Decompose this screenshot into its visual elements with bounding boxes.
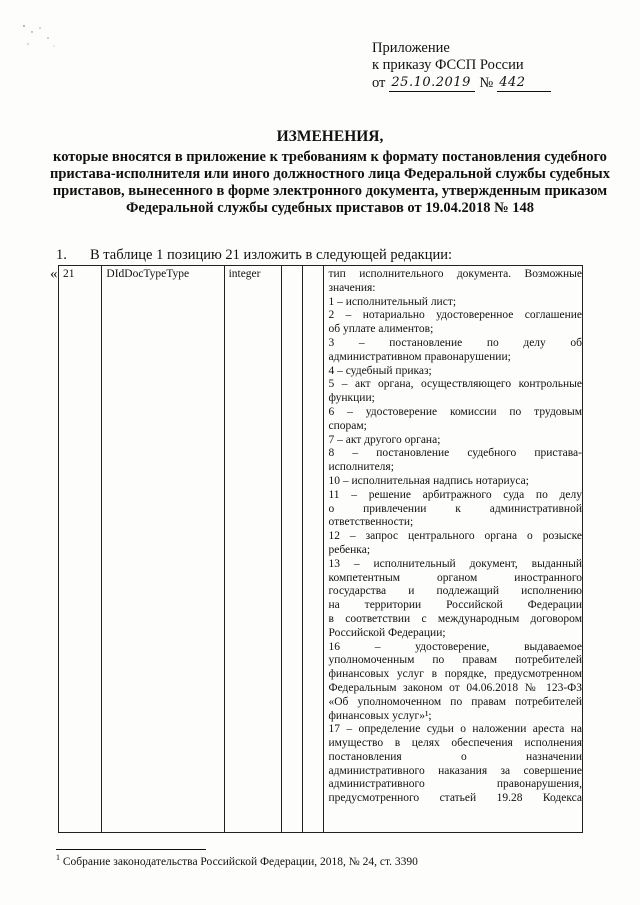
description-line: 7 – акт другого органа; — [328, 433, 441, 446]
description-line: спорам; — [328, 419, 367, 432]
description-line: 6 – удостоверение комиссии по трудовым — [328, 405, 582, 418]
description-line: 8 – постановление судебного пристава- — [328, 447, 582, 460]
description-line: в соответствии с международным договором — [328, 612, 582, 625]
footnote-divider — [56, 849, 206, 850]
description-line: ответственности; — [328, 516, 414, 529]
description-line: 11 – решение арбитражного суда по делу — [328, 488, 582, 501]
description-line: финансовых услуг в порядке, предусмотренном — [328, 668, 582, 681]
description-line: компетентным органом иностранного — [328, 571, 582, 584]
description-line: имущество в целях обеспечения исполнения — [328, 737, 582, 750]
description-line: Федеральным законом от 04.06.2018 № 123-ФЗ — [328, 681, 582, 694]
handwritten-date: 25.10.2019 — [389, 74, 475, 92]
order-date-number — [372, 74, 555, 92]
cell-element-name: DIdDocTypeType — [102, 266, 224, 833]
opening-quote: « — [50, 266, 58, 282]
description-line: 1 – исполнительный лист; — [328, 295, 457, 308]
description-line: уполномоченным по правам потребителей — [328, 654, 582, 667]
order-reference: к приказу ФССП России — [372, 57, 524, 73]
cell-position: 21 — [59, 266, 102, 833]
amendment-item — [56, 247, 452, 264]
item-text: В таблице 1 позицию 21 изложить в следующей редакции: — [90, 247, 453, 263]
number-label: № — [479, 75, 494, 91]
description-line: исполнителя; — [328, 461, 394, 474]
description-line: 3 – постановление по делу об — [328, 336, 582, 349]
table-row — [59, 266, 583, 833]
document-title — [40, 128, 620, 217]
appendix-label: Приложение — [372, 40, 450, 56]
description-line: 16 – удостоверение, выдаваемое — [328, 640, 582, 653]
amendment-table — [58, 265, 583, 833]
scan-speckle-marks — [18, 16, 78, 56]
cell-data-type: integer — [224, 266, 282, 833]
item-number: 1. — [56, 247, 67, 263]
description-line: административного правонарушения, — [328, 778, 582, 791]
description-line: на территории Российской Федерации — [328, 599, 582, 612]
title-heading: ИЗМЕНЕНИЯ, — [276, 128, 384, 145]
description-line: постановления о назначении — [328, 750, 582, 763]
description-line: об уплате алиментов; — [328, 323, 434, 336]
description-line: 2 – нотариально удостоверенное соглашение — [328, 309, 582, 322]
description-line: 12 – запрос центрального органа о розыске — [328, 530, 582, 543]
cell-empty-1 — [282, 266, 303, 833]
footnote-text: Собрание законодательства Российской Федерации, 2018, № 24, ст. 3390 — [62, 855, 418, 868]
description-line: предусмотренного статьей 19.28 Кодекса — [328, 792, 582, 805]
description-line: 17 – определение судьи о наложении ареста на — [328, 723, 582, 736]
description-line: финансовых услуг»¹; — [328, 709, 432, 722]
from-label: от — [372, 75, 386, 91]
description-line: о привлечении к административной — [328, 502, 582, 515]
cell-description — [324, 266, 583, 833]
description-line: тип исполнительного документа. Возможные — [328, 268, 582, 280]
description-lines — [328, 268, 582, 806]
description-line: 5 – акт органа, осуществляющего контрольные — [328, 378, 582, 391]
description-line: административном правонарушении; — [328, 350, 511, 363]
description-line: 4 – судебный приказ; — [328, 364, 432, 377]
description-line: государства и подлежащий исполнению — [328, 585, 582, 598]
description-line: Российской Федерации; — [328, 626, 446, 639]
footnote — [56, 853, 418, 868]
description-line: ребенка; — [328, 543, 371, 556]
description-line: административного наказания за совершение — [328, 764, 582, 777]
description-line: 10 – исполнительная надпись нотариуса; — [328, 474, 529, 487]
description-line: 13 – исполнительный документ, выданный — [328, 557, 582, 570]
description-line: «Об уполномоченном по правам потребителей — [328, 695, 582, 708]
title-body: которые вносятся в приложение к требованиям к формату постановления судебного пристава-исполнителя или иного должностного лица Федеральной службы судебных приставов, вынесенного в форме электронного документа, утвержденным приказом Федеральной службы судебных приставов от 19.04.2018 № 148 — [49, 149, 610, 216]
footnote-mark: 1 — [56, 853, 60, 862]
appendix-header — [372, 40, 555, 92]
description-line: функции; — [328, 392, 375, 405]
cell-empty-2 — [303, 266, 324, 833]
handwritten-number: 442 — [497, 74, 551, 92]
description-line: значения: — [328, 281, 376, 294]
